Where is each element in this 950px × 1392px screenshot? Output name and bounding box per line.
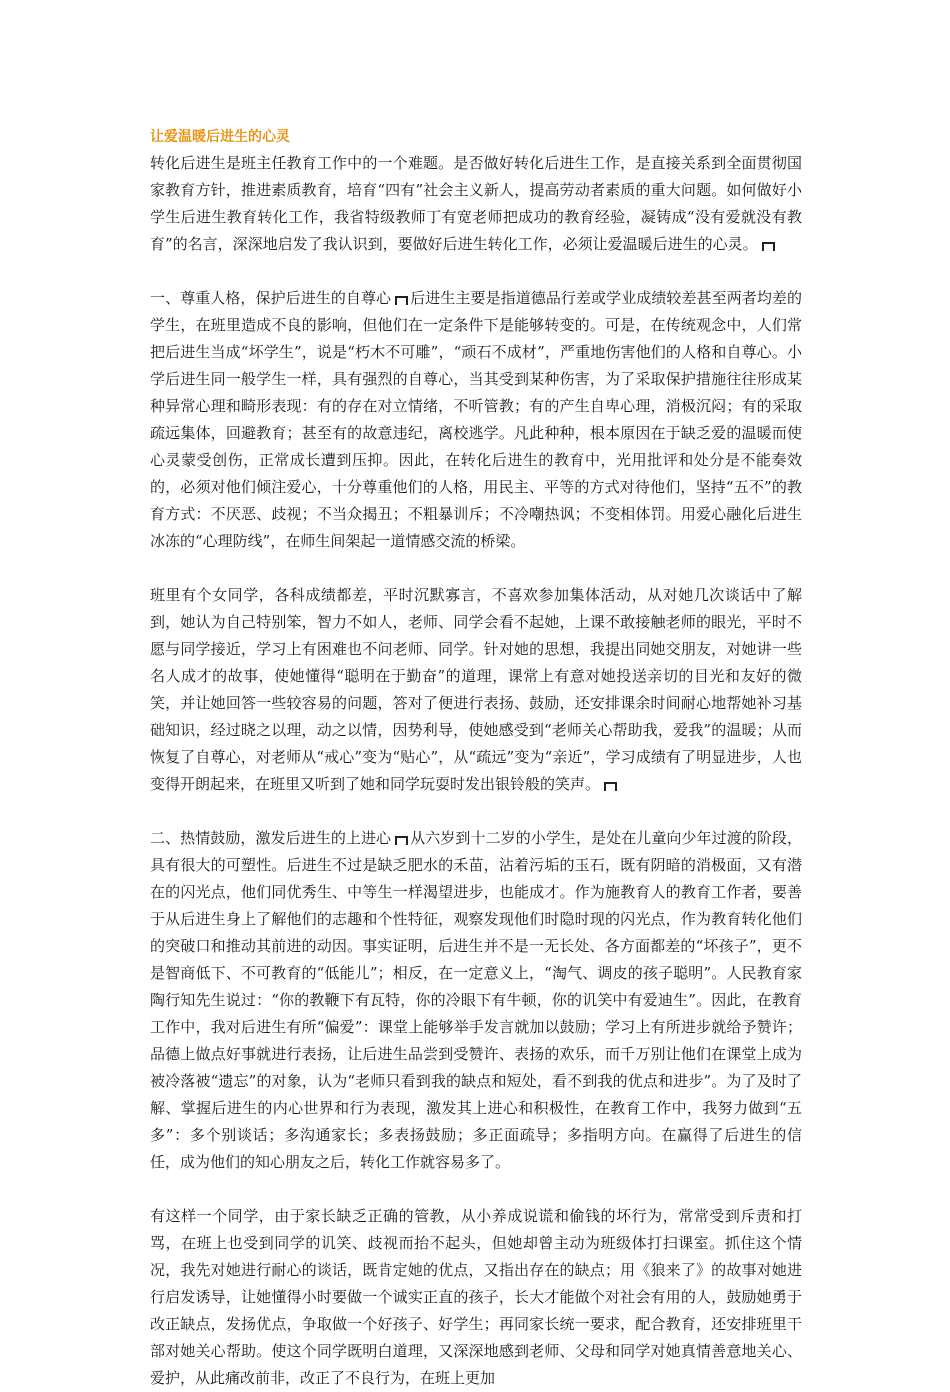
document-page	[150, 124, 802, 1392]
paragraph-return-icon	[395, 836, 408, 845]
paragraph-text: 转化后进生是班主任教育工作中的一个难题。是否做好转化后进生工作，是直接关系到全面贯彻国家教育方针，推进素质教育，培育“四有”社会主义新人，提高劳动者素质的重大问题。如何做好小学生后进生教育转化工作，我省特级教师丁有宽老师把成功的教育经验，凝铸成“没有爱就没有教育”的名言，深深地启发了我认识到，要做好后进生转化工作，必须让爱温暖后进生的心灵。	[150, 154, 802, 253]
paragraph-text: 后进生主要是指道德品行差或学业成绩较差甚至两者均差的学生，在班里造成不良的影响，但他们在一定条件下是能够转变的。可是，在传统观念中，人们常把后进生当成“坏学生”，说是“朽木不可雕”，“顽石不成材”，严重地伤害他们的人格和自尊心。小学后进生同一般学生一样，具有强烈的自尊心，当其受到某种伤害，为了采取保护措施往往形成某种异常心理和畸形表现：有的存在对立情绪，不听管教；有的产生自卑心理，消极沉闷；有的采取疏远集体，回避教育；甚至有的故意违纪，离校逃学。凡此种种，根本原因在于缺乏爱的温暖而使心灵蒙受创伤，正常成长遭到压抑。因此，在转化后进生的教育中，光用批评和处分是不能奏效的，必须对他们倾注爱心，十分尊重他们的人格，用民主、平等的方式对待他们，坚持“五不”的教育方式：不厌恶、歧视；不当众揭丑；不粗暴训斥；不冷嘲热讽；不变相体罚。用爱心融化后进生冰冻的“心理防线”，在师生间架起一道情感交流的桥梁。	[150, 289, 802, 550]
section-heading: 一、尊重人格，保护后进生的自尊心	[150, 289, 392, 307]
paragraph-return-icon	[762, 242, 775, 251]
paragraph-example-1	[150, 582, 802, 798]
paragraph-example-2	[150, 1203, 802, 1392]
paragraph-section-1	[150, 285, 802, 555]
paragraph-text: 有这样一个同学，由于家长缺乏正确的管教，从小养成说谎和偷钱的坏行为，常常受到斥责和打骂，在班上也受到同学的讥笑、歧视而抬不起头，但她却曾主动为班级体打扫课室。抓住这个情况，我先对她进行耐心的谈话，既肯定她的优点，又指出存在的缺点；用《狼来了》的故事对她进行启发诱导，让她懂得小时要做一个诚实正直的孩子，长大才能做个对社会有用的人，鼓励她勇于改正缺点，发扬优点，争取做一个好孩子、好学生；再同家长统一要求，配合教育，还安排班里干部对她关心帮助。使这个同学既明白道理，又深深地感到老师、父母和同学对她真情善意地关心、爱护，从此痛改前非，改正了不良行为，在班上更加	[150, 1207, 802, 1387]
paragraph-return-icon	[604, 782, 617, 791]
paragraph-text: 从六岁到十二岁的小学生，是处在儿童向少年过渡的阶段，具有很大的可塑性。后进生不过是缺乏肥水的禾苗，沾着污垢的玉石，既有阴暗的消极面，又有潜在的闪光点，他们同优秀生、中等生一样渴望进步，也能成才。作为施教育人的教育工作者，要善于从后进生身上了解他们的志趣和个性特征，观察发现他们时隐时现的闪光点，作为教育转化他们的突破口和推动其前进的动因。事实证明，后进生并不是一无长处、各方面都差的“坏孩子”，更不是智商低下、不可教育的“低能儿”；相反，在一定意义上，“淘气、调皮的孩子聪明”。人民教育家陶行知先生说过：“你的教鞭下有瓦特，你的冷眼下有牛顿，你的讥笑中有爱迪生”。因此，在教育工作中，我对后进生有所“偏爱”：课堂上能够举手发言就加以鼓励；学习上有所进步就给予赞许；品德上做点好事就进行表扬，让后进生品尝到受赞许、表扬的欢乐，而千万别让他们在课堂上成为被冷落被“遗忘”的对象，认为“老师只看到我的缺点和短处，看不到我的优点和进步”。为了及时了解、掌握后进生的内心世界和行为表现，激发其上进心和积极性，在教育工作中，我努力做到“五多”：多个别谈话；多沟通家长；多表扬鼓励；多正面疏导；多指明方向。在赢得了后进生的信任，成为他们的知心朋友之后，转化工作就容易多了。	[150, 829, 802, 1171]
section-heading: 二、热情鼓励，激发后进生的上进心	[150, 829, 392, 847]
document-title: 让爱温暖后进生的心灵	[150, 129, 290, 145]
paragraph-section-2	[150, 825, 802, 1176]
paragraph-intro	[150, 150, 802, 258]
paragraph-return-icon	[395, 296, 408, 305]
paragraph-text: 班里有个女同学，各科成绩都差，平时沉默寡言，不喜欢参加集体活动，从对她几次谈话中了解到，她认为自己特别笨，智力不如人，老师、同学会看不起她，上课不敢接触老师的眼光，平时不愿与同学接近，学习上有困难也不问老师、同学。针对她的思想，我提出同她交朋友，对她讲一些名人成才的故事，使她懂得“聪明在于勤奋”的道理，课常上有意对她投送亲切的目光和友好的微笑，并让她回答一些较容易的问题，答对了便进行表扬、鼓励，还安排课余时间耐心地帮她补习基础知识，经过晓之以理，动之以情，因势利导，使她感受到“老师关心帮助我，爱我”的温暖；从而恢复了自尊心，对老师从“戒心”变为“贴心”，从“疏远”变为“亲近”，学习成绩有了明显进步，人也变得开朗起来，在班里又听到了她和同学玩耍时发出银铃般的笑声。	[150, 586, 802, 793]
